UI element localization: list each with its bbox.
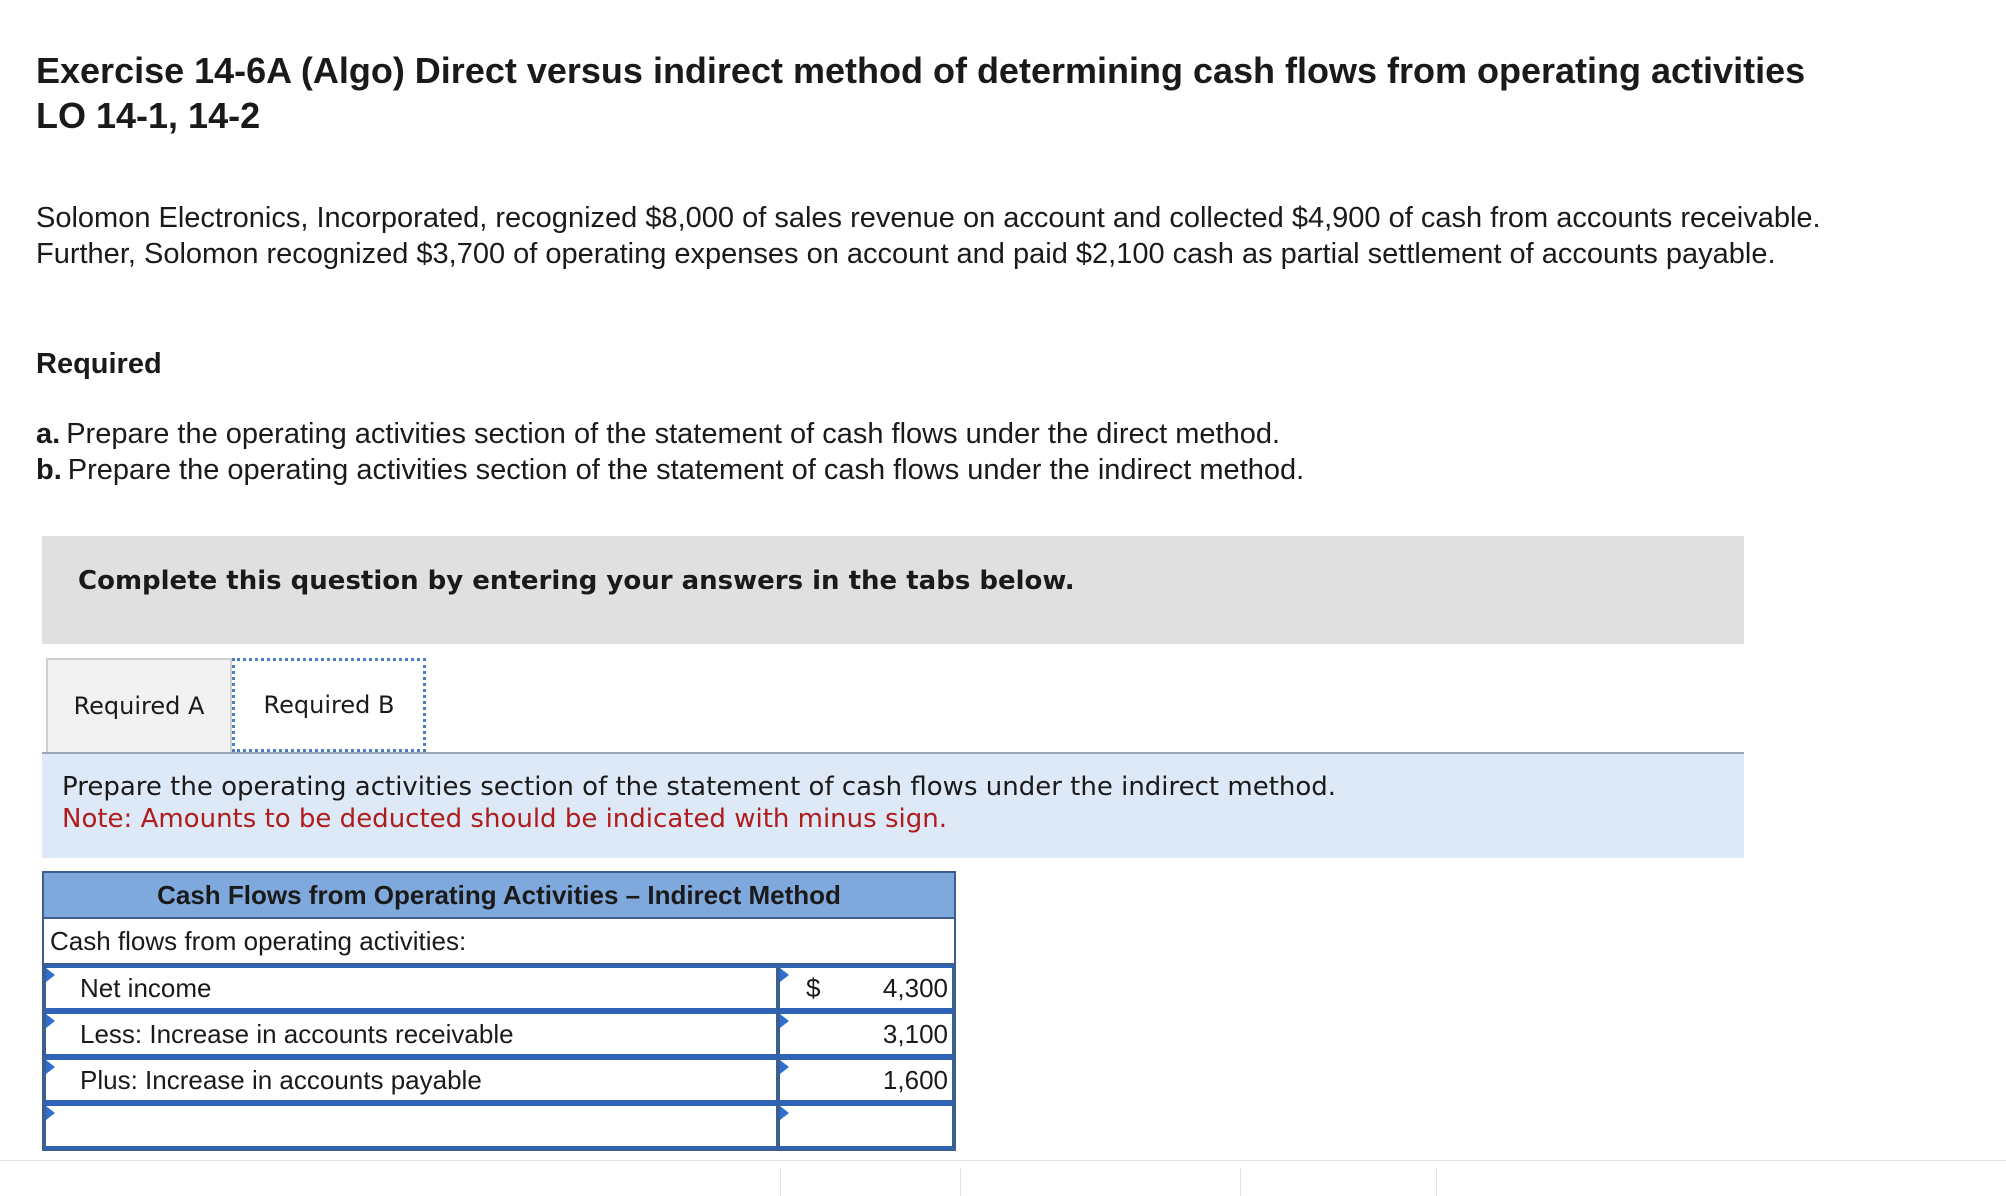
- exercise-title-line1: Exercise 14-6A (Algo) Direct versus indirect method of determining cash flows from operating activities: [36, 50, 1806, 91]
- page-divider: [0, 1160, 2006, 1161]
- tab-prompt: [42, 754, 1744, 858]
- exercise-title-line2: LO 14-1, 14-2: [36, 95, 261, 136]
- problem-statement: Solomon Electronics, Incorporated, recognized $8,000 of sales revenue on account and collected $4,900 of cash from accounts receivable. Further, Solomon recognized $3,700 of operating expenses on account and paid $2,100 cash as partial settlement of accounts payable.: [36, 202, 1821, 270]
- dropdown-marker-icon: [46, 968, 55, 982]
- dropdown-marker-icon: [46, 1106, 55, 1120]
- row-amount-input[interactable]: [778, 1103, 954, 1149]
- dropdown-marker-icon: [780, 1106, 789, 1120]
- required-heading: Required: [36, 348, 162, 380]
- currency-symbol: $: [806, 972, 821, 1003]
- divider-tick: [1240, 1168, 1241, 1196]
- requirement-a: a. Prepare the operating activities section of the statement of cash flows under the direct method.: [36, 418, 1281, 450]
- tab-required-a[interactable]: Required A: [46, 658, 232, 752]
- row-amount-input[interactable]: 1,600: [778, 1057, 954, 1103]
- divider-tick: [780, 1168, 781, 1196]
- instruction-banner: [42, 536, 1744, 644]
- requirement-b: b. Prepare the operating activities section of the statement of cash flows under the indirect method.: [36, 454, 1305, 486]
- table-header: Cash Flows from Operating Activities – Indirect Method: [44, 873, 954, 919]
- row-amount-input[interactable]: $ 4,300: [778, 965, 954, 1011]
- cash-flow-table: [42, 871, 956, 1151]
- row-label-input[interactable]: Plus: Increase in accounts payable: [44, 1057, 778, 1103]
- row-amount-input[interactable]: 3,100: [778, 1011, 954, 1057]
- dropdown-marker-icon: [46, 1014, 55, 1028]
- prompt-text: Prepare the operating activities section of the statement of cash flows under the indirect method.: [62, 772, 1337, 802]
- row-label-input[interactable]: [44, 1103, 778, 1149]
- table-row: [44, 1011, 954, 1057]
- table-subheader: Cash flows from operating activities:: [44, 919, 954, 965]
- dropdown-marker-icon: [780, 1014, 789, 1028]
- dropdown-marker-icon: [46, 1060, 55, 1074]
- instruction-text: Complete this question by entering your answers in the tabs below.: [78, 566, 1075, 596]
- dropdown-marker-icon: [780, 968, 789, 982]
- dropdown-marker-icon: [780, 1060, 789, 1074]
- row-label-input[interactable]: Net income: [44, 965, 778, 1011]
- requirements-list: [36, 416, 1304, 488]
- row-label-input[interactable]: Less: Increase in accounts receivable: [44, 1011, 778, 1057]
- exercise-title: [36, 48, 1956, 138]
- table-row: [44, 965, 954, 1011]
- divider-tick: [960, 1168, 961, 1196]
- tab-required-b[interactable]: Required B: [232, 658, 426, 752]
- table-row: [44, 1057, 954, 1103]
- divider-tick: [1436, 1168, 1437, 1196]
- table-row: [44, 1103, 954, 1149]
- prompt-note: Note: Amounts to be deducted should be indicated with minus sign.: [62, 804, 947, 834]
